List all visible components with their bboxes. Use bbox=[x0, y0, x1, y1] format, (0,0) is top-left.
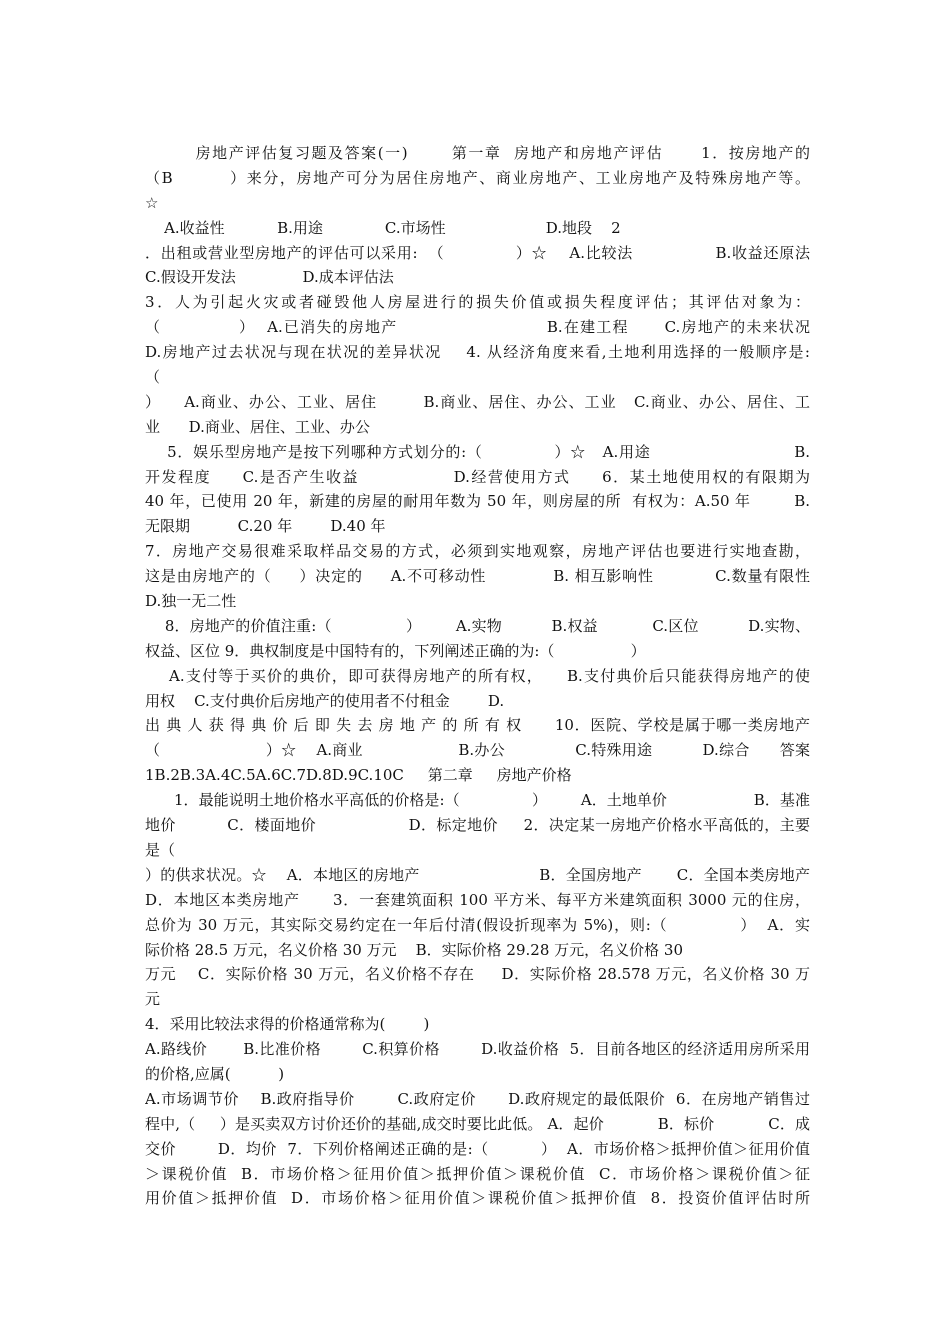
text-line: 际价格 28.5 万元，名义价格 30 万元 B．实际价格 29.28 万元，名义价格 30 bbox=[145, 940, 683, 959]
text-line: （ ） A.已消失的房地产 B.在建工程 C.房地产的未来状况 bbox=[145, 318, 810, 337]
text-line: D.独一无二性 bbox=[145, 592, 237, 611]
text-line: 交价 D．均价 7．下列价格阐述正确的是:（ ） A．市场价格＞抵押价值＞征用价值 bbox=[145, 1139, 810, 1158]
document-body bbox=[145, 141, 810, 1211]
text-line: 1．最能说明土地价格水平高低的价格是:（ ） A．土地单价 B．基准 bbox=[145, 791, 810, 810]
text-line: ☆ bbox=[145, 193, 159, 212]
text-line: 3．人为引起火灾或者碰毁他人房屋进行的损失价值或损失程度评估；其评估对象为： bbox=[145, 293, 810, 312]
text-line: （ ）☆ A.商业 B.办公 C.特殊用途 D.综合 答案 bbox=[145, 741, 810, 760]
text-line: ＞课税价值 B．市场价格＞征用价值＞抵押价值＞课税价值 C．市场价格＞课税价值＞征 bbox=[145, 1164, 810, 1183]
text-line: D.房地产过去状况与现在状况的差异状况 4. 从经济角度来看,土地利用选择的一般顺序是: bbox=[145, 343, 810, 362]
text-line: A.支付等于买价的典价，即可获得房地产的所有权， B.支付典价后只能获得房地产的使 bbox=[145, 666, 810, 685]
text-line: 出 典 人 获 得 典 价 后 即 失 去 房 地 产 的 所 有 权 10．医院、学校是属于哪一类房地产 bbox=[145, 716, 810, 735]
text-line: D．本地区本类房地产 3．一套建筑面积 100 平方米、每平方米建筑面积 3000 元的住房， bbox=[145, 890, 810, 909]
text-line: 40 年，已使用 20 年，新建的房屋的耐用年数为 50 年，则房屋的所 有权为：A.50 年 B. bbox=[145, 492, 810, 511]
text-line: 权益、区位 9．典权制度是中国特有的，下列阐述正确的为:（ ） bbox=[145, 641, 646, 660]
text-line: ） A.商业、办公、工业、居住 B.商业、居住、办公、工业 C.商业、办公、居住、工 bbox=[145, 392, 810, 411]
text-line: ．出租或营业型房地产的评估可以采用: （ ）☆ A.比较法 B.收益还原法 bbox=[145, 243, 810, 262]
text-line: （B ）来分，房地产可分为居住房地产、商业房地产、工业房地产及特殊房地产等。 bbox=[145, 168, 810, 187]
text-line: C.假设开发法 D.成本评估法 bbox=[145, 268, 394, 287]
text-line: 万元 C．实际价格 30 万元，名义价格不存在 D．实际价格 28.578 万元，名义价格 30 万 bbox=[145, 965, 810, 984]
text-line: 开发程度 C.是否产生收益 D.经营使用方式 6．某土地使用权的有限期为 bbox=[145, 467, 810, 486]
text-line: A.路线价 B.比准价格 C.积算价格 D.收益价格 5．目前各地区的经济适用房所采用 bbox=[145, 1040, 810, 1059]
text-line: 1B.2B.3A.4C.5A.6C.7D.8D.9C.10C 第二章 房地产价格 bbox=[145, 766, 572, 785]
text-line: 地价 C．楼面地价 D．标定地价 2．决定某一房地产价格水平高低的，主要 bbox=[145, 816, 810, 835]
text-line: 无限期 C.20 年 D.40 年 bbox=[145, 517, 386, 536]
text-line: 业 D.商业、居住、工业、办公 bbox=[145, 417, 370, 436]
text-line: 元 bbox=[145, 990, 161, 1009]
text-line: 这是由房地产的（ ）决定的 A.不可移动性 B. 相互影响性 C.数量有限性 bbox=[145, 567, 810, 586]
text-line: 程中,（ ）是买卖双方讨价还价的基础,成交时要比此低。 A．起价 B．标价 C．成 bbox=[145, 1114, 810, 1133]
text-line: 的价格,应属( ) bbox=[145, 1064, 285, 1083]
text-line: A.市场调节价 B.政府指导价 C.政府定价 D.政府规定的最低限价 6．在房地产销售过 bbox=[145, 1089, 810, 1108]
text-line: A.收益性 B.用途 C.市场性 D.地段 2 bbox=[145, 218, 621, 237]
text-line: 5．娱乐型房地产是按下列哪种方式划分的:（ ）☆ A.用途 B. bbox=[145, 442, 810, 461]
text-line: （ bbox=[145, 368, 161, 387]
text-line: 总价为 30 万元，其实际交易约定在一年后付清(假设折现率为 5%)，则:（ ） A．实 bbox=[145, 915, 810, 934]
text-line: 用价值＞抵押价值 D．市场价格＞征用价值＞课税价值＞抵押价值 8．投资价值评估时所 bbox=[145, 1189, 810, 1208]
text-line: 是（ bbox=[145, 840, 176, 859]
text-line: 8．房地产的价值注重:（ ） A.实物 B.权益 C.区位 D.实物、 bbox=[145, 616, 810, 635]
text-line: ）的供求状况。☆ A．本地区的房地产 B．全国房地产 C．全国本类房地产 bbox=[145, 865, 810, 884]
text-line: 7．房地产交易很难采取样品交易的方式，必须到实地观察，房地产评估也要进行实地查勘， bbox=[145, 542, 810, 561]
text-line: 用权 C.支付典价后房地产的使用者不付租金 D. bbox=[145, 691, 505, 710]
text-line: 4．采用比较法求得的价格通常称为( ) bbox=[145, 1015, 430, 1034]
text-line: 房地产评估复习题及答案(一) 第一章 房地产和房地产评估 1．按房地产的 bbox=[145, 144, 810, 162]
